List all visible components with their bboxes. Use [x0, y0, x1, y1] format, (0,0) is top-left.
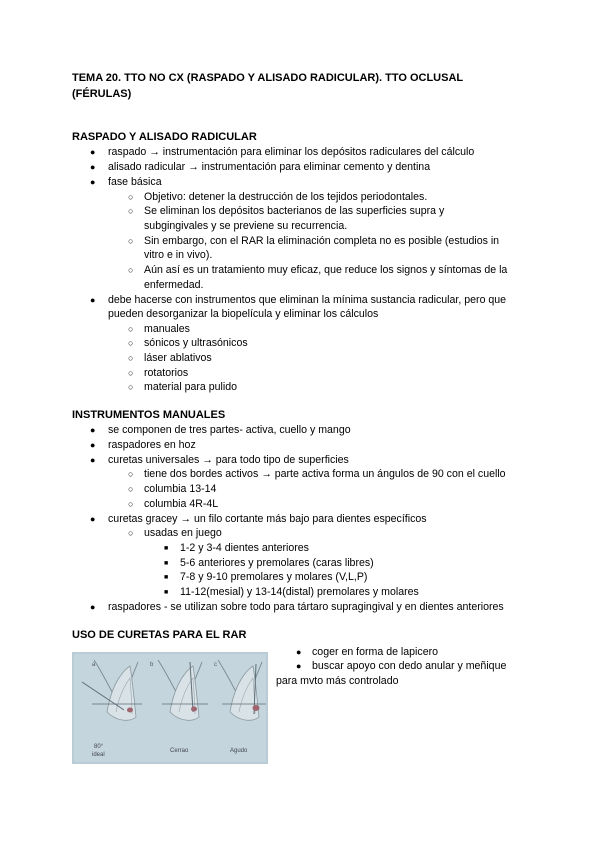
- list-item: usadas en juego: [144, 527, 222, 539]
- panel-a-letter: a: [92, 662, 96, 668]
- list-item: 5-6 anteriores y premolares (caras libres): [180, 557, 374, 569]
- bullet-icon: ●: [90, 425, 96, 435]
- section-heading-raspado: RASPADO Y ALISADO RADICULAR: [72, 131, 257, 143]
- list-item: curetas gracey → un filo cortante más bajo para dientes específicos: [108, 513, 427, 525]
- list-item-continuation: pueden desorganizar la biopelícula y eliminar los cálculos: [108, 308, 379, 320]
- bullet-icon: ●: [90, 602, 96, 612]
- circle-bullet-icon: ○: [128, 382, 134, 392]
- doc-title-line2: (FÉRULAS): [72, 88, 132, 100]
- list-item: sónicos y ultrasónicos: [144, 337, 248, 349]
- bullet-icon: ●: [90, 514, 96, 524]
- list-item-continuation: subgingivales y se previene su recurrencia.: [144, 220, 348, 232]
- panel-a-sublabel: ideal: [92, 752, 105, 758]
- list-item: raspado → instrumentación para eliminar los depósitos radiculares del cálculo: [108, 146, 475, 158]
- list-item-continuation: enfermedad.: [144, 279, 204, 291]
- list-item: 7-8 y 9-10 premolares y molares (V,L,P): [180, 571, 368, 583]
- circle-bullet-icon: ○: [128, 338, 134, 348]
- list-item: Sin embargo, con el RAR la eliminación completa no es posible (estudios in: [144, 235, 500, 247]
- curette-angle-figure: [72, 652, 268, 764]
- section-heading-instrumentos: INSTRUMENTOS MANUALES: [72, 409, 226, 421]
- circle-bullet-icon: ○: [128, 265, 134, 275]
- square-bullet-icon: ■: [164, 560, 169, 567]
- circle-bullet-icon: ○: [128, 192, 134, 202]
- square-bullet-icon: ■: [164, 545, 169, 552]
- list-item: rotatorios: [144, 367, 189, 379]
- list-item: se componen de tres partes- activa, cuello y mango: [108, 424, 351, 436]
- list-item-continuation: para mvto más controlado: [276, 675, 399, 687]
- circle-bullet-icon: ○: [128, 499, 134, 509]
- list-item: curetas universales → para todo tipo de superficies: [108, 454, 349, 466]
- list-item: raspadores en hoz: [108, 439, 196, 451]
- list-item: Se eliminan los depósitos bacterianos de las superficies supra y: [144, 205, 445, 217]
- list-item: coger en forma de lapicero: [312, 646, 439, 658]
- bullet-icon: ●: [90, 295, 96, 305]
- list-item: 11-12(mesial) y 13-14(distal) premolares y molares: [180, 586, 419, 598]
- circle-bullet-icon: ○: [128, 353, 134, 363]
- panel-b-label: Cerrao: [170, 748, 189, 754]
- list-item: fase básica: [108, 176, 162, 188]
- list-item: buscar apoyo con dedo anular y meñique: [312, 660, 507, 672]
- list-item: tiene dos bordes activos → parte activa forma un ángulos de 90 con el cuello: [144, 468, 506, 480]
- list-item: manuales: [144, 323, 190, 335]
- square-bullet-icon: ■: [164, 574, 169, 581]
- list-item: debe hacerse con instrumentos que eliminan la mínima sustancia radicular, pero que: [108, 294, 507, 306]
- list-item: raspadores - se utilizan sobre todo para tártaro supragingival y en dientes anteriores: [108, 601, 504, 613]
- list-item: columbia 13-14: [144, 483, 217, 495]
- circle-bullet-icon: ○: [128, 324, 134, 334]
- circle-bullet-icon: ○: [128, 469, 134, 479]
- circle-bullet-icon: ○: [128, 206, 134, 216]
- doc-title-line1: TEMA 20. TTO NO CX (RASPADO Y ALISADO RADICULAR). TTO OCLUSAL: [72, 72, 464, 84]
- list-item: láser ablativos: [144, 352, 212, 364]
- panel-c-letter: c: [214, 662, 217, 668]
- bullet-icon: ●: [90, 455, 96, 465]
- panel-a-label: 80°: [94, 744, 104, 750]
- bullet-icon: ●: [90, 147, 96, 157]
- bullet-icon: ●: [90, 440, 96, 450]
- list-item: alisado radicular → instrumentación para eliminar cemento y dentina: [108, 161, 431, 173]
- square-bullet-icon: ■: [164, 589, 169, 596]
- list-item: Objetivo: detener la destrucción de los tejidos periodontales.: [144, 191, 428, 203]
- bullet-icon: ●: [90, 177, 96, 187]
- circle-bullet-icon: ○: [128, 236, 134, 246]
- list-item: Aún así es un tratamiento muy eficaz, que reduce los signos y síntomas de la: [144, 264, 508, 276]
- panel-b-letter: b: [150, 662, 154, 668]
- list-item: columbia 4R-4L: [144, 498, 219, 510]
- panel-c-label: Agudo: [230, 748, 248, 754]
- circle-bullet-icon: ○: [128, 368, 134, 378]
- circle-bullet-icon: ○: [128, 528, 134, 538]
- bullet-icon: ●: [296, 661, 302, 671]
- list-item: material para pulido: [144, 381, 238, 393]
- list-item-continuation: vitro e in vivo).: [144, 249, 213, 261]
- bullet-icon: ●: [90, 162, 96, 172]
- circle-bullet-icon: ○: [128, 484, 134, 494]
- bullet-icon: ●: [296, 647, 302, 657]
- section-heading-curetas: USO DE CURETAS PARA EL RAR: [72, 629, 247, 641]
- list-item: 1-2 y 3-4 dientes anteriores: [180, 542, 309, 554]
